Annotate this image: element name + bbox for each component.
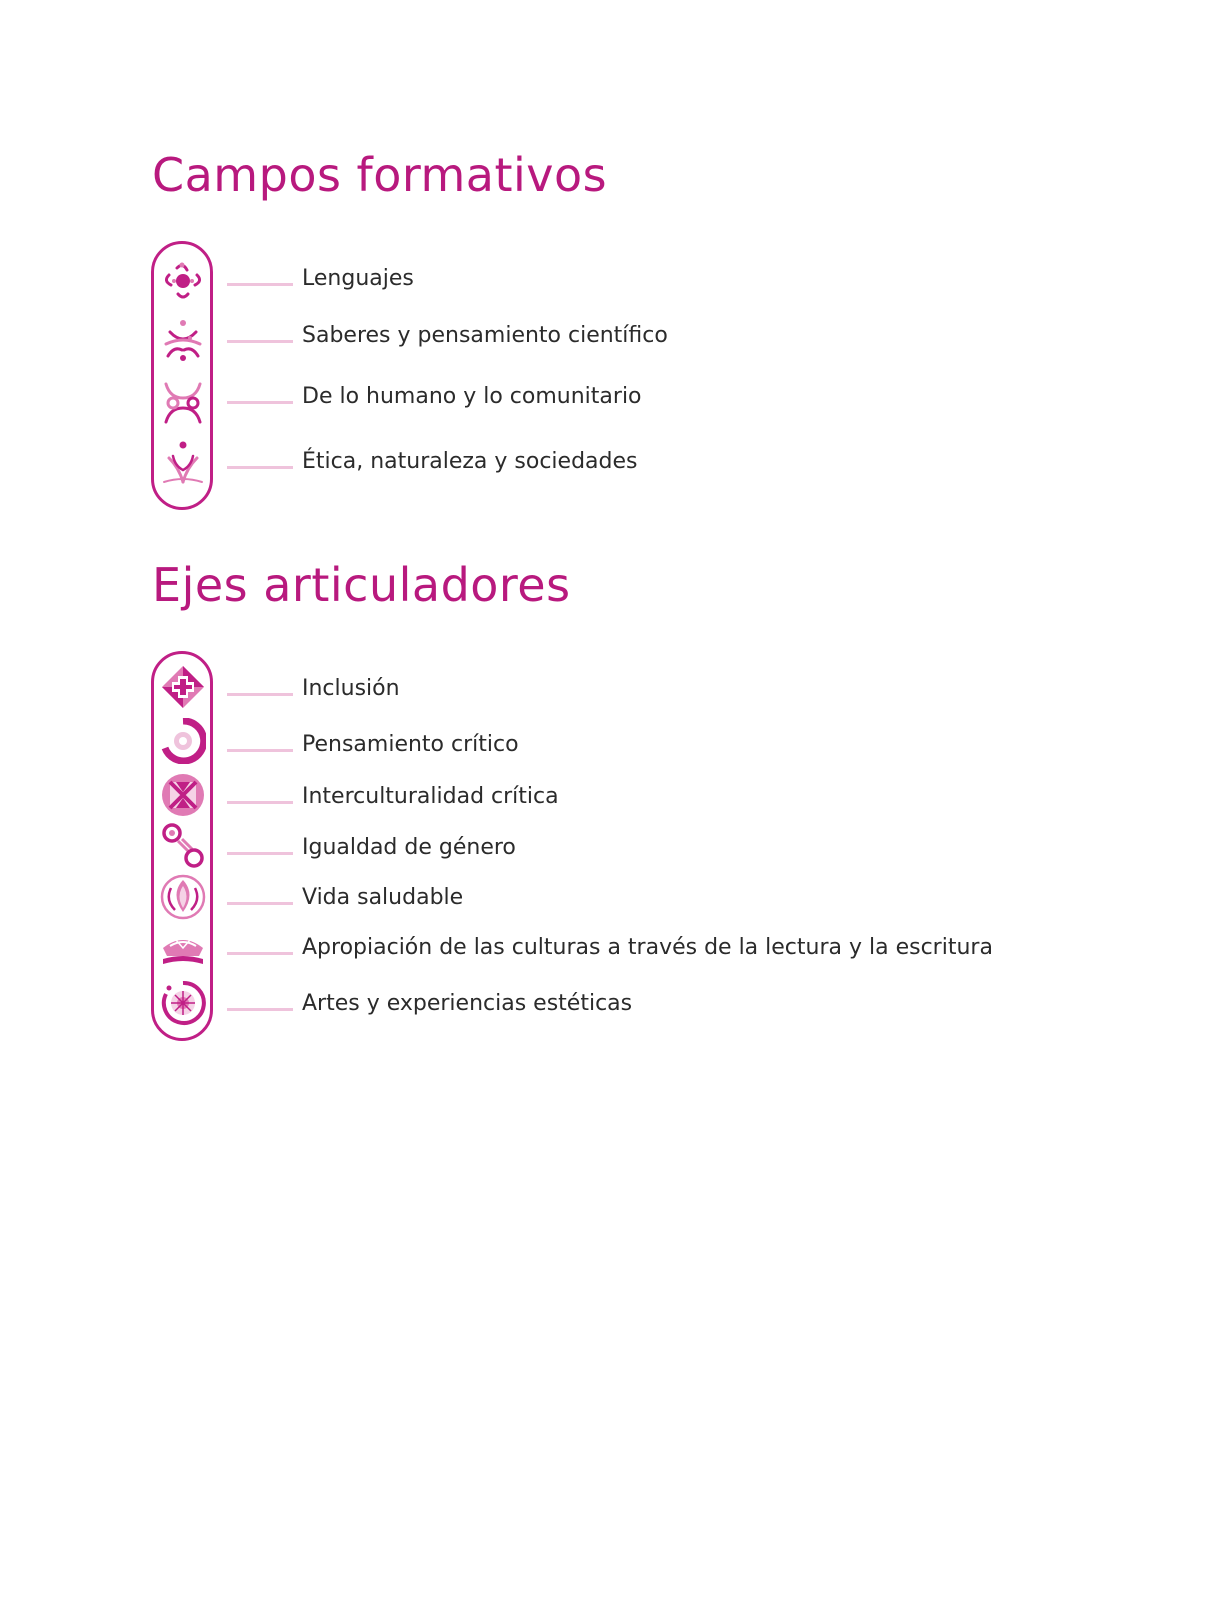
- etica-naturaleza-icon: [160, 440, 206, 486]
- connector-line: [227, 902, 293, 905]
- connector-line: [227, 801, 293, 804]
- campo-humano-label: De lo humano y lo comunitario: [302, 384, 642, 409]
- connector-line: [227, 693, 293, 696]
- connector-line: [227, 952, 293, 955]
- campos-formativos-title: Campos formativos: [152, 148, 608, 202]
- connector-line: [227, 1008, 293, 1011]
- interculturalidad-icon: [160, 772, 206, 818]
- vida-saludable-icon: [160, 874, 206, 920]
- pensamiento-critico-icon: [160, 718, 206, 764]
- campo-etica-label: Ética, naturaleza y sociedades: [302, 449, 638, 474]
- eje-apropiacion-label: Apropiación de las culturas a través de la lectura y la escritura: [302, 935, 993, 960]
- eje-igualdad-label: Igualdad de género: [302, 835, 516, 860]
- igualdad-genero-icon: [160, 823, 206, 869]
- lenguajes-icon: [160, 259, 206, 305]
- eje-artes-label: Artes y experiencias estéticas: [302, 991, 633, 1016]
- campo-saberes-label: Saberes y pensamiento científico: [302, 323, 668, 348]
- connector-line: [227, 749, 293, 752]
- saberes-icon: [160, 318, 206, 364]
- campo-lenguajes-label: Lenguajes: [302, 266, 414, 291]
- connector-line: [227, 340, 293, 343]
- lectura-escritura-icon: [160, 926, 206, 972]
- eje-pensamiento-label: Pensamiento crítico: [302, 732, 519, 757]
- connector-line: [227, 466, 293, 469]
- connector-line: [227, 283, 293, 286]
- eje-interculturalidad-label: Interculturalidad crítica: [302, 784, 559, 809]
- eje-inclusion-label: Inclusión: [302, 676, 400, 701]
- connector-line: [227, 401, 293, 404]
- eje-vida-label: Vida saludable: [302, 885, 464, 910]
- artes-icon: [160, 980, 206, 1026]
- inclusion-icon: [160, 664, 206, 710]
- connector-line: [227, 852, 293, 855]
- ejes-articuladores-title: Ejes articuladores: [152, 558, 571, 612]
- humano-comunitario-icon: [160, 380, 206, 426]
